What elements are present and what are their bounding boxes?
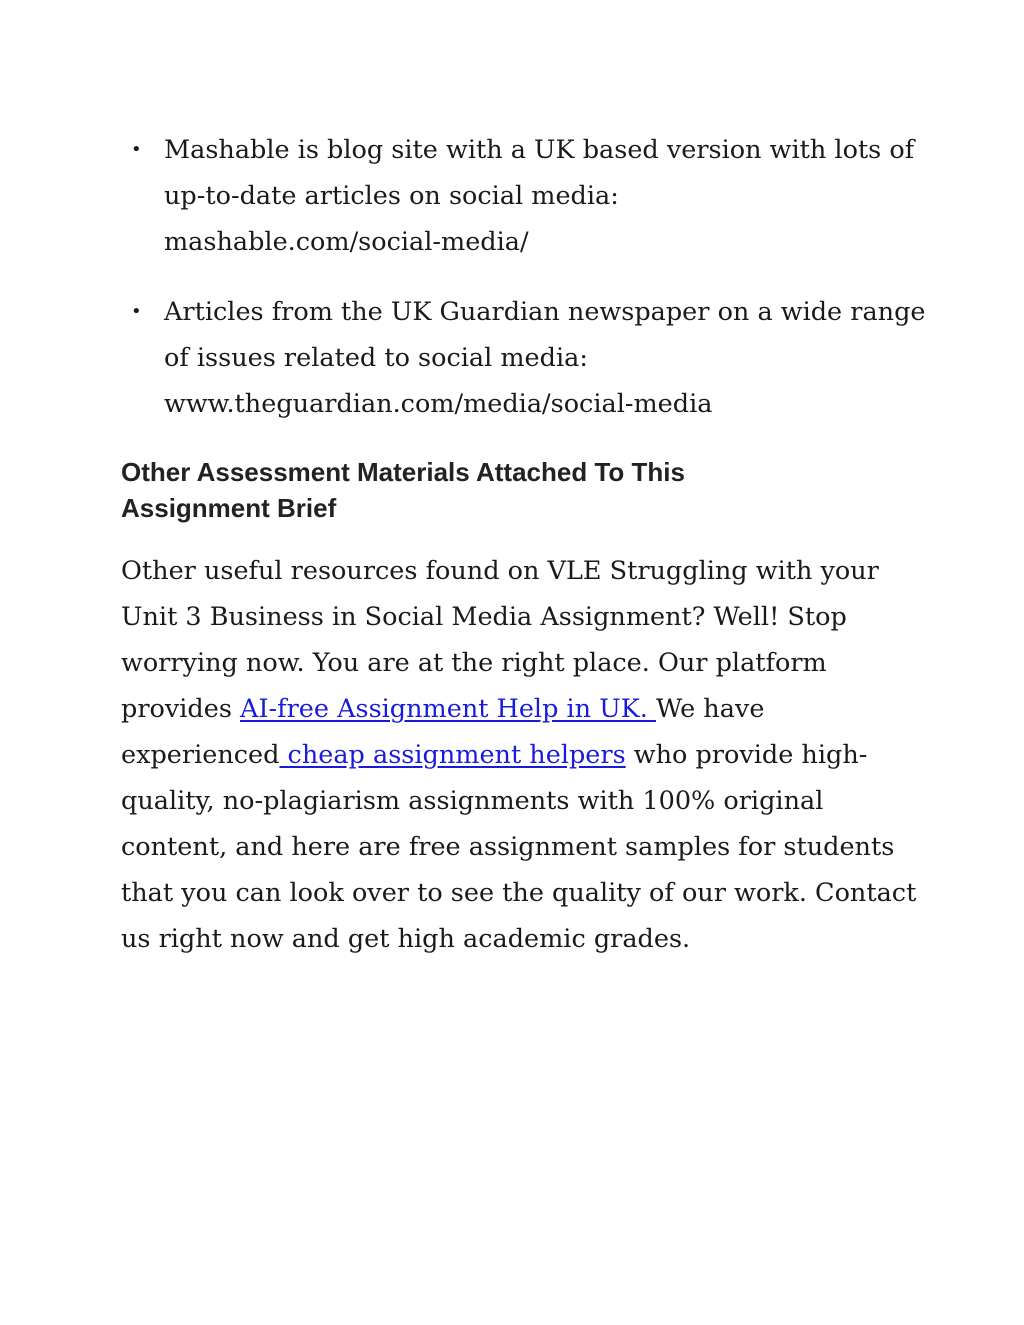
list-item-text: Articles from the UK Guardian newspaper on a wide range: [164, 297, 926, 327]
paragraph-text: provides: [121, 694, 241, 724]
assignment-help-link[interactable]: AI-free Assignment Help in UK.: [240, 694, 656, 724]
list-item: [120, 127, 915, 265]
paragraph-line: [121, 686, 921, 732]
paragraph-text: experienced: [121, 740, 280, 770]
section-heading: [121, 454, 901, 526]
paragraph-line: worrying now. You are at the right place. Our platform: [121, 648, 827, 678]
assignment-helpers-link[interactable]: cheap assignment helpers: [279, 740, 626, 770]
paragraph-line: content, and here are free assignment samples for students: [121, 832, 895, 862]
paragraph-line: Other useful resources found on VLE Struggling with your: [121, 556, 879, 586]
paragraph-line: Unit 3 Business in Social Media Assignment? Well! Stop: [121, 602, 847, 632]
paragraph-text: We have: [655, 694, 765, 724]
list-item-url: www.theguardian.com/media/social-media: [164, 389, 713, 419]
paragraph-line: that you can look over to see the quality of our work. Contact: [121, 878, 917, 908]
list-item-text: up-to-date articles on social media:: [164, 181, 619, 211]
bullet-icon: •: [131, 139, 142, 160]
list-item-url: mashable.com/social-media/: [164, 227, 529, 257]
heading-line: Other Assessment Materials Attached To This: [121, 457, 685, 487]
paragraph-text: who provide high-: [625, 740, 868, 770]
resource-list: [120, 127, 926, 451]
list-item-text: of issues related to social media:: [164, 343, 588, 373]
bullet-icon: •: [131, 301, 142, 322]
body-paragraph: [121, 548, 921, 962]
list-item-text: Mashable is blog site with a UK based version with lots of: [164, 135, 915, 165]
paragraph-line: [121, 732, 921, 778]
paragraph-line: quality, no-plagiarism assignments with 100% original: [121, 786, 824, 816]
heading-line: Assignment Brief: [121, 493, 337, 523]
list-item: [120, 289, 926, 427]
paragraph-line: us right now and get high academic grades.: [121, 924, 691, 954]
